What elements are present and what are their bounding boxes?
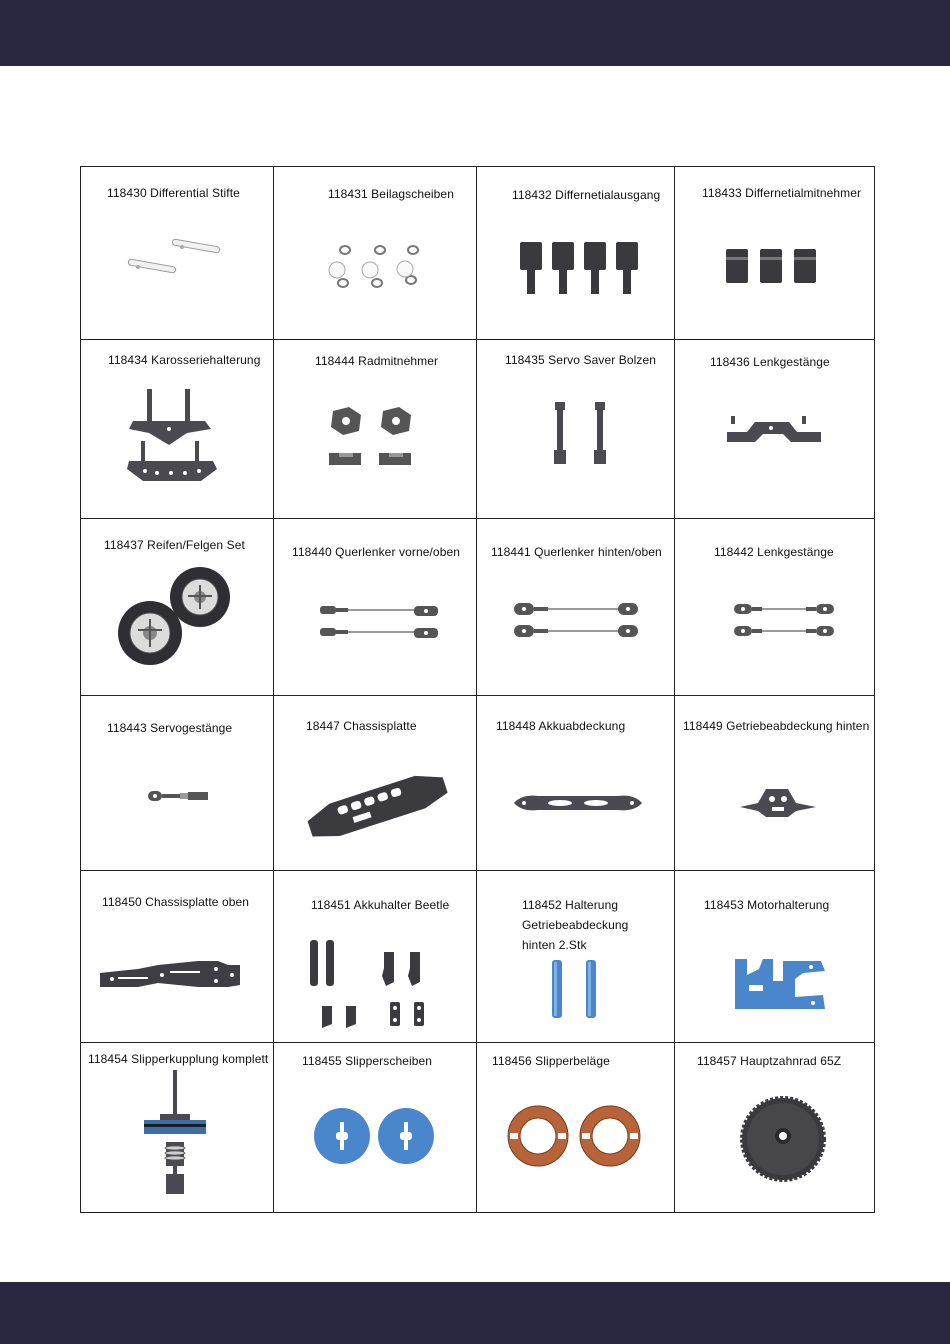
grid-divider — [674, 167, 675, 1212]
grid-divider — [81, 339, 874, 340]
top-plate-icon — [98, 955, 243, 995]
steering-link-icon — [725, 412, 825, 447]
part-label: 118448 Akkuabdeckung — [496, 719, 626, 733]
tires-icon — [116, 565, 234, 667]
slipper-clutch-icon — [140, 1068, 210, 1198]
part-label: 118440 Querlenker vorne/oben — [292, 545, 461, 559]
washers-icon — [325, 240, 425, 295]
part-label: 118437 Reifen/Felgen Set — [104, 538, 245, 552]
part-label: 118441 Querlenker hinten/oben — [491, 545, 662, 559]
spur-gear-icon — [738, 1096, 828, 1182]
servo-link-icon — [146, 788, 211, 804]
hex-hubs-icon — [325, 405, 420, 470]
part-label: 118432 Differnetialausgang — [512, 188, 661, 202]
header-band — [0, 0, 950, 66]
part-label: 118444 Radmitnehmer — [315, 354, 439, 368]
pins-icon — [120, 235, 230, 295]
part-label: 118450 Chassisplatte oben — [102, 895, 250, 909]
body-mount-icon — [125, 385, 225, 485]
part-label: 118454 Slipperkupplung komplett — [88, 1052, 269, 1066]
part-label: 118435 Servo Saver Bolzen — [505, 353, 657, 367]
part-label: 118443 Servogestänge — [107, 721, 233, 735]
part-label: 118451 Akkuhalter Beetle — [311, 898, 450, 912]
gear-cover-icon — [738, 785, 818, 819]
motor-mount-icon — [733, 955, 828, 1013]
grid-divider — [273, 167, 274, 1212]
turnbuckles-icon — [512, 600, 642, 642]
slipper-pads-icon — [502, 1103, 648, 1169]
turnbuckles-icon — [732, 600, 837, 642]
part-label: 118452 Halterung Getriebeabdeckung hinten 2.Stk — [522, 898, 629, 952]
part-label: 118457 Hauptzahnrad 65Z — [697, 1054, 842, 1068]
blue-posts-icon — [548, 958, 604, 1020]
grid-divider — [81, 1042, 874, 1043]
part-label: 18447 Chassisplatte — [306, 719, 417, 733]
diff-drivers-icon — [724, 247, 824, 287]
part-label: 118433 Differnetialmitnehmer — [702, 186, 862, 200]
part-label: 118455 Slipperscheiben — [302, 1054, 433, 1068]
part-label: 118430 Differential Stifte — [107, 186, 240, 200]
diff-outputs-icon — [518, 240, 643, 300]
part-label: 118434 Karosseriehalterung — [108, 353, 261, 367]
part-label: 118453 Motorhalterung — [704, 898, 830, 912]
grid-divider — [81, 870, 874, 871]
grid-divider — [81, 518, 874, 519]
chassis-plate-icon — [302, 765, 452, 845]
battery-strap-icon — [512, 790, 644, 816]
part-label: 118442 Lenkgestänge — [714, 545, 834, 559]
part-label: 118456 Slipperbeläge — [492, 1054, 610, 1068]
slipper-plates-icon — [310, 1106, 438, 1166]
part-label: 118449 Getriebeabdeckung hinten — [683, 719, 870, 733]
battery-holder-icon — [306, 938, 436, 1032]
part-label: 118436 Lenkgestänge — [710, 355, 830, 369]
part-label: 118431 Beilagscheiben — [328, 187, 454, 201]
turnbuckles-icon — [318, 600, 443, 642]
servo-saver-posts-icon — [550, 400, 615, 468]
footer-band — [0, 1282, 950, 1344]
grid-divider — [476, 167, 477, 1212]
grid-divider — [81, 695, 874, 696]
